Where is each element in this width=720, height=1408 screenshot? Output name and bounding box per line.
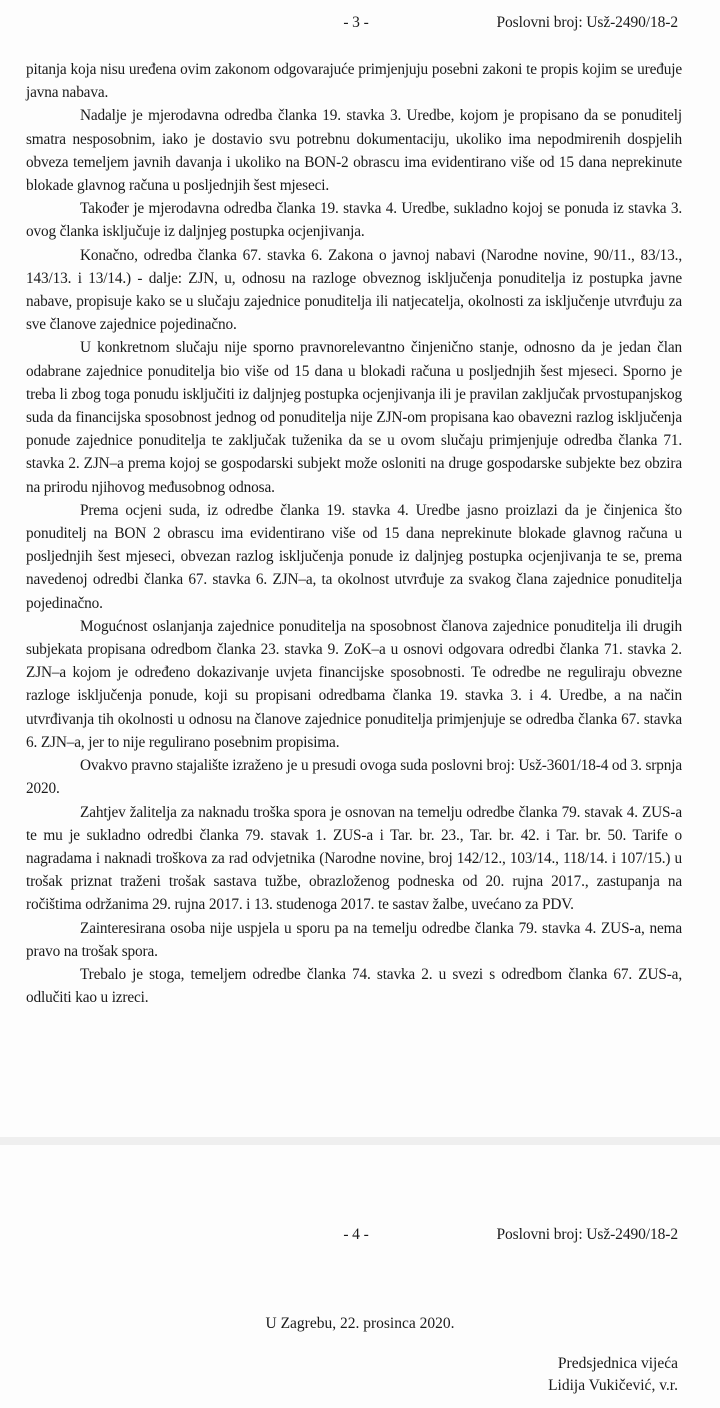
- place-and-date: U Zagrebu, 22. prosinca 2020.: [265, 1315, 455, 1332]
- paragraph: Zainteresirana osoba nije uspjela u sporu pa na temelju odredbe članka 79. stavka 4. ZUS-a, nema pravo na trošak spora.: [26, 919, 682, 960]
- paragraph: Nadalje je mjerodavna odredba članka 19. stavka 3. Uredbe, kojom je propisano da se ponuditelj smatra nesposobnim, iako je dostavio svu potrebnu dokumentaciju, ukoliko ima nepodmirenih dospjelih obveza temeljem javnih davanja i ukoliko na BON-2 obrascu ima evidentirano više od 15 dana neprekinute blokade glavnog računa u posljednjih šest mjeseci.: [26, 107, 682, 195]
- paragraph: pitanja koja nisu uređena ovim zakonom odgovarajuće primjenjuju posebni zakoni te propis kojim se uređuje javna nabava.: [26, 61, 682, 102]
- paragraph: Trebalo je stoga, temeljem odredbe članka 74. stavka 2. u svezi s odredbom članka 67. ZUS-a, odlučiti kao u izreci.: [26, 965, 682, 1007]
- signature-name: Lidija Vukičević, v.r.: [548, 1377, 678, 1394]
- page-number: - 4 -: [343, 1226, 369, 1243]
- case-number: Poslovni broj: Usž-2490/18-2: [496, 1226, 678, 1243]
- paragraph: U konkretnom slučaju nije sporno pravnorelevantno činjenično stanje, odnosno da je jedan član odabrane zajednice ponuditelja bio više od 15 dana u blokadi računa u posljednjih šest mjeseci. Sporno je treba li zbog toga ponudu isključiti iz daljnjeg postupka ocjenjivanja ili je pravilan zaključak prvostupanjskog suda da financijska sposobnost jednog od ponuditelja nije ZJN-om propisana kao obavezni razlog isključenja ponude zajednice ponuditelja te zaključak tuženika da se u ovom slučaju primjenjuje odredba članka 71. stavka 2. ZJN–a prema kojoj se gospodarski subjekt može osloniti na druge gospodarske subjekte bez obzira na prirodu njihovog međusobnog odnosa.: [26, 339, 682, 496]
- case-number: Poslovni broj: Usž-2490/18-2: [496, 14, 678, 31]
- paragraph: Konačno, odredba članka 67. stavka 6. Zakona o javnoj nabavi (Narodne novine, 90/11., 83/13., 143/13. i 13/14.) - dalje: ZJN, u, odnosu na razloge obveznog isključenja ponuditelja iz postupka javne nabave, propisuje kako se u slučaju zajednice ponuditelja ili natjecatelja, okolnosti za isključenje utvrđuju za sve članove zajednice pojedinačno.: [26, 246, 682, 334]
- paragraph: Prema ocjeni suda, iz odredbe članka 19. stavka 4. Uredbe jasno proizlazi da je činjenica što ponuditelj na BON 2 obrascu ima evidentirano više od 15 dana neprekinute blokade glavnog računa u posljednjih šest mjeseci, obvezan razlog isključenja ponude iz daljnjeg postupka ocjenjivanja te se, prema navedenoj odredbi članka 67. stavka 6. ZJN–a, ta okolnost utvrđuje za svakog člana zajednice ponuditelja pojedinačno.: [26, 501, 682, 612]
- page-number: - 3 -: [343, 14, 369, 31]
- paragraph: Zahtjev žalitelja za naknadu troška spora je osnovan na temelju odredbe članka 79. stavak 4. ZUS-a te mu je sukladno odredbi članka 79. stavak 1. ZUS-a i Tar. br. 23., Tar. br. 42. i Tar. br. 50. Tarife o nagradama i naknadi troškova za rad odvjetnika (Narodne novine, broj 142/12., 103/14., 118/14. i 107/15.) u trošak priznat traženi trošak sastava tužbe, obrazloženog podneska od 20. rujna 2017., zastupanja na ročištima održanima 29. rujna 2017. i 13. studenoga 2017. te sastav žalbe, uvećano za PDV.: [26, 803, 682, 914]
- paragraph: Također je mjerodavna odredba članka 19. stavka 4. Uredbe, sukladno kojoj se ponuda iz stavka 3. ovog članka isključuje iz daljnjeg postupka ocjenjivanja.: [26, 200, 682, 241]
- signature-title: Predsjednica vijeća: [557, 1355, 678, 1372]
- page-body: [26, 58, 682, 1009]
- paragraph: Mogućnost oslanjanja zajednice ponuditelja na sposobnost članova zajednice ponuditelja ili drugih subjekata propisana odredbom članka 23. stavka 9. ZoK–a u osnovi odgovara odredbi članka 71. stavka 2. ZJN–a kojom je određeno dokazivanje uvjeta financijske sposobnosti. Te odredbe ne reguliraju obvezne razloge isključenja ponude, koji su propisani odredbama članka 19. stavka 3. i 4. Uredbe, a na način utvrđivanja tih okolnosti u odnosu na članove zajednice ponuditelja primjenjuje se odredba članka 67. stavka 6. ZJN–a, jer to nije regulirano posebnim propisima.: [26, 617, 682, 751]
- page-separator: [0, 1137, 720, 1145]
- paragraph: Ovakvo pravno stajalište izraženo je u presudi ovoga suda poslovni broj: Usž-3601/18-4 od 3. srpnja 2020.: [26, 757, 682, 798]
